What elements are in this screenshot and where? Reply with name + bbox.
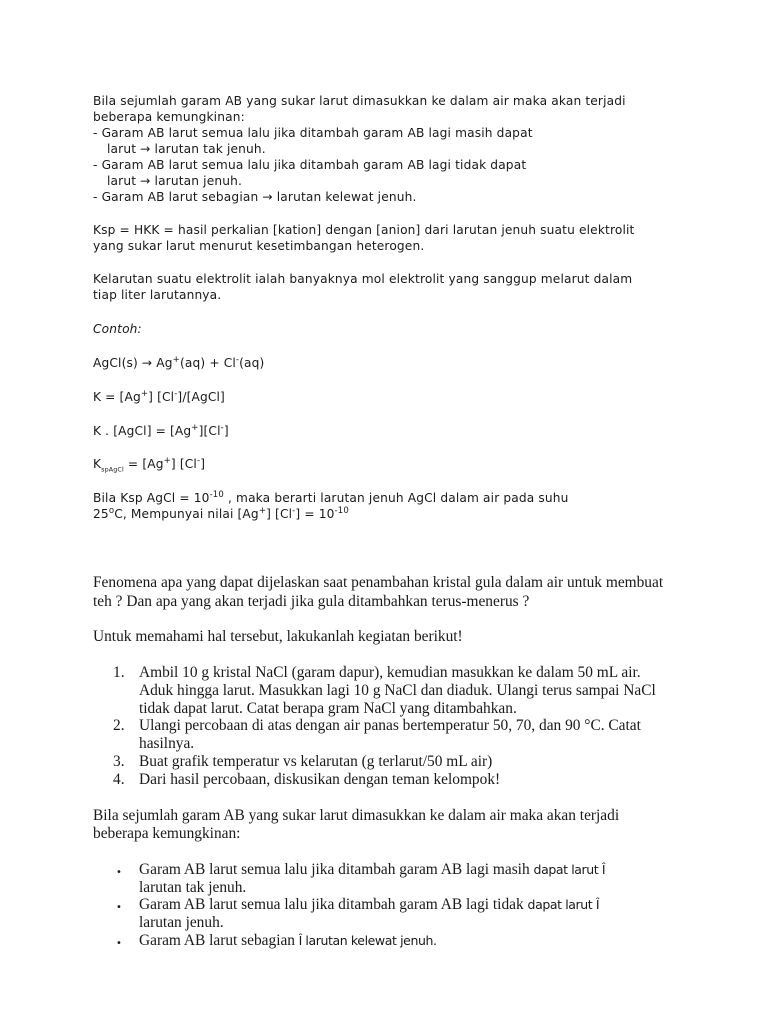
possibility-2: - Garam AB larut semua lalu jika ditambah garam AB lagi tidak dapat [93, 158, 527, 172]
ksp-statement-2: 25$^o$C, Mempunyai nilai [Ag+] $[Cl^-] = 10^{-10}$ [93, 505, 349, 521]
step-1-line-1: Ambil 10 g kristal NaCl (garam dapur), kemudian masukkan ke dalam 50 mL air. [139, 664, 641, 681]
bullet-3-line-1: Garam AB larut sebagian Î larutan kelewat jenuh. [139, 932, 437, 949]
step-number: 4. [113, 771, 125, 788]
bullet-2-line-2: larutan jenuh. [139, 914, 224, 931]
possibility-2-cont: larut → larutan jenuh. [107, 174, 242, 188]
step-2-line-1: Ulangi percobaan di atas dengan air panas bertemperatur 50, 70, dan 90 °C. Catat [139, 717, 641, 734]
step-4-line-1: Dari hasil percobaan, diskusikan dengan teman kelompok! [139, 771, 501, 788]
bullet-marker: • [116, 902, 122, 913]
intro-line-2: beberapa kemungkinan: [93, 110, 245, 124]
step-1-line-2: Aduk hingga larut. Masukkan lagi 10 g NaCl dan diaduk. Ulangi terus sampai NaCl [139, 682, 656, 699]
solubility-definition-1: Kelarutan suatu elektrolit ialah banyaknya mol elektrolit yang sanggup melarut dalam [93, 272, 633, 286]
intro-line-1: Bila sejumlah garam AB yang sukar larut dimasukkan ke dalam air maka akan terjadi [93, 94, 626, 108]
bullet-marker: • [116, 938, 122, 949]
step-3-line-1: Buat grafik temperatur vs kelarutan (g terlarut/50 mL air) [139, 753, 493, 770]
step-1-line-3: tidak dapat larut. Catat berapa gram NaCl yang ditambahkan. [139, 700, 517, 717]
instruction: Untuk memahami hal tersebut, lakukanlah kegiatan berikut! [93, 628, 463, 645]
step-2-line-2: hasilnya. [139, 735, 195, 752]
possibility-1: - Garam AB larut semua lalu jika ditambah garam AB lagi masih dapat [93, 126, 533, 140]
example-heading: Contoh: [93, 322, 142, 336]
possibility-1-cont: larut → larutan tak jenuh. [107, 142, 266, 156]
step-number: 2. [113, 717, 125, 734]
ksp-definition-2: yang sukar larut menurut kesetimbangan heterogen. [93, 239, 425, 253]
equation-k: K = [Ag+] [Cl-]/[AgCl] [93, 388, 225, 404]
step-number: 3. [113, 753, 125, 770]
ksp-statement-1: Bila Ksp AgCl = $10^{-10}$ , maka berarti larutan jenuh AgCl dalam air pada suhu [93, 489, 569, 505]
equation-k-agcl: K . [AgCl] = [Ag+][Cl-] [93, 422, 229, 438]
step-number: 1. [113, 664, 125, 681]
equation-ksp: $K_{spAgCl} = [Ag^+]$ [Cl-] [93, 455, 206, 474]
bullet-1-line-2: larutan tak jenuh. [139, 879, 247, 896]
equation-dissociation: AgCl(s) → Ag+(aq) + Cl-(aq) [93, 354, 265, 370]
bullet-marker: • [116, 867, 122, 878]
intro2-line-2: beberapa kemungkinan: [93, 825, 241, 842]
solubility-definition-2: tiap liter larutannya. [93, 288, 222, 302]
possibility-3: - Garam AB larut sebagian → larutan kelewat jenuh. [93, 190, 417, 204]
question-line-1: Fenomena apa yang dapat dijelaskan saat penambahan kristal gula dalam air untuk membuat [93, 574, 664, 591]
bullet-1-line-1: Garam AB larut semua lalu jika ditambah garam AB lagi masih dapat larut Î [139, 861, 606, 878]
intro2-line-1: Bila sejumlah garam AB yang sukar larut dimasukkan ke dalam air maka akan terjadi [93, 807, 620, 824]
bullet-2-line-1: Garam AB larut semua lalu jika ditambah garam AB lagi tidak dapat larut Î [139, 896, 600, 913]
question-line-2: teh ? Dan apa yang akan terjadi jika gula ditambahkan terus-menerus ? [93, 593, 530, 610]
ksp-definition-1: Ksp = HKK = hasil perkalian [kation] dengan [anion] dari larutan jenuh suatu elektrolit [93, 223, 635, 237]
